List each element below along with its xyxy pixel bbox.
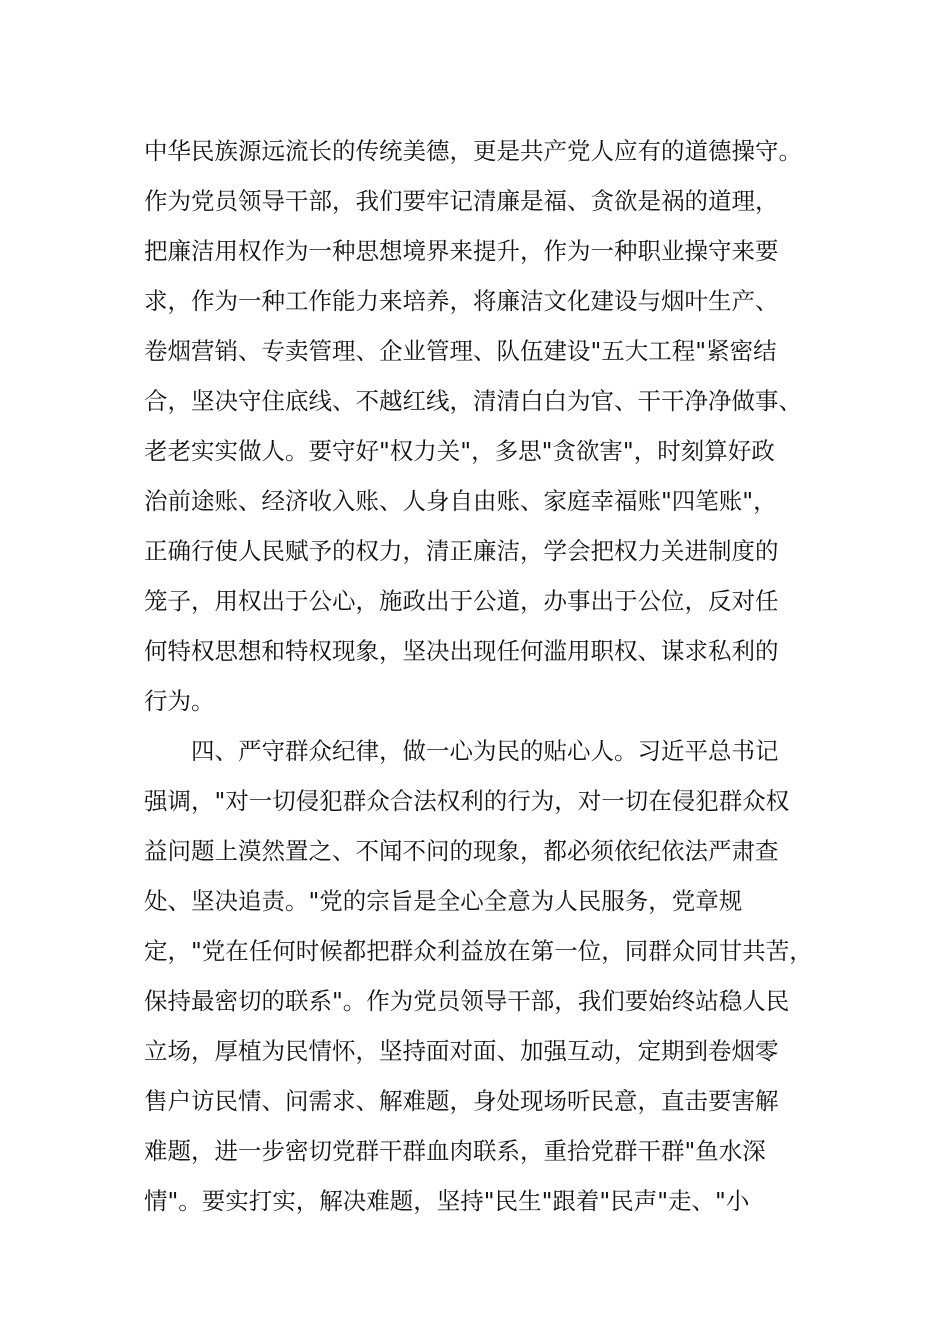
paragraph-start-line: 四、严守群众纪律，做一心为民的贴心人。习近平总书记: [191, 737, 779, 765]
text-line: 益问题上漠然置之、不闻不问的现象，都必须依纪依法严肃查: [144, 837, 779, 865]
text-line: 治前途账、经济收入账、人身自由账、家庭幸福账"四笔账"，: [144, 487, 777, 515]
text-line: 定，"党在任何时候都把群众利益放在第一位，同群众同甘共苦，: [144, 937, 813, 965]
text-line: 处、坚决追责。"党的宗旨是全心全意为人民服务，党章规: [144, 887, 743, 915]
text-line: 立场，厚植为民情怀，坚持面对面、加强互动，定期到卷烟零: [144, 1037, 779, 1065]
text-line: 保持最密切的联系"。作为党员领导干部，我们要始终站稳人民: [144, 987, 790, 1015]
text-line: 行为。: [144, 687, 215, 715]
text-line: 老老实实做人。要守好"权力关"，多思"贪欲害"，时刻算好政: [144, 437, 775, 465]
text-line: 情"。要实打实，解决难题，坚持"民生"跟着"民声"走、"小: [144, 1187, 750, 1215]
text-line: 作为党员领导干部，我们要牢记清廉是福、贪欲是祸的道理，: [144, 187, 779, 215]
text-line: 正确行使人民赋予的权力，清正廉洁，学会把权力关进制度的: [144, 537, 779, 565]
body-text: [144, 126, 844, 1226]
text-line: 合，坚决守住底线、不越红线，清清白白为官、干干净净做事、: [144, 387, 802, 415]
text-line: 卷烟营销、专卖管理、企业管理、队伍建设"五大工程"紧密结: [144, 337, 777, 365]
text-line: 售户访民情、问需求、解难题，身处现场听民意，直击要害解: [144, 1087, 779, 1115]
text-line: 把廉洁用权作为一种思想境界来提升，作为一种职业操守来要: [144, 237, 779, 265]
text-line: 笼子，用权出于公心，施政出于公道，办事出于公位，反对任: [144, 587, 779, 615]
text-line: 何特权思想和特权现象，坚决出现任何滥用职权、谋求私利的: [144, 637, 779, 665]
text-line: 难题，进一步密切党群干群血肉联系，重拾党群干群"鱼水深: [144, 1137, 766, 1165]
text-line: 中华民族源远流长的传统美德，更是共产党人应有的道德操守。: [144, 137, 802, 165]
text-line: 强调，"对一切侵犯群众合法权利的行为，对一切在侵犯群众权: [144, 787, 790, 815]
text-line: 求，作为一种工作能力来培养，将廉洁文化建设与烟叶生产、: [144, 287, 779, 315]
